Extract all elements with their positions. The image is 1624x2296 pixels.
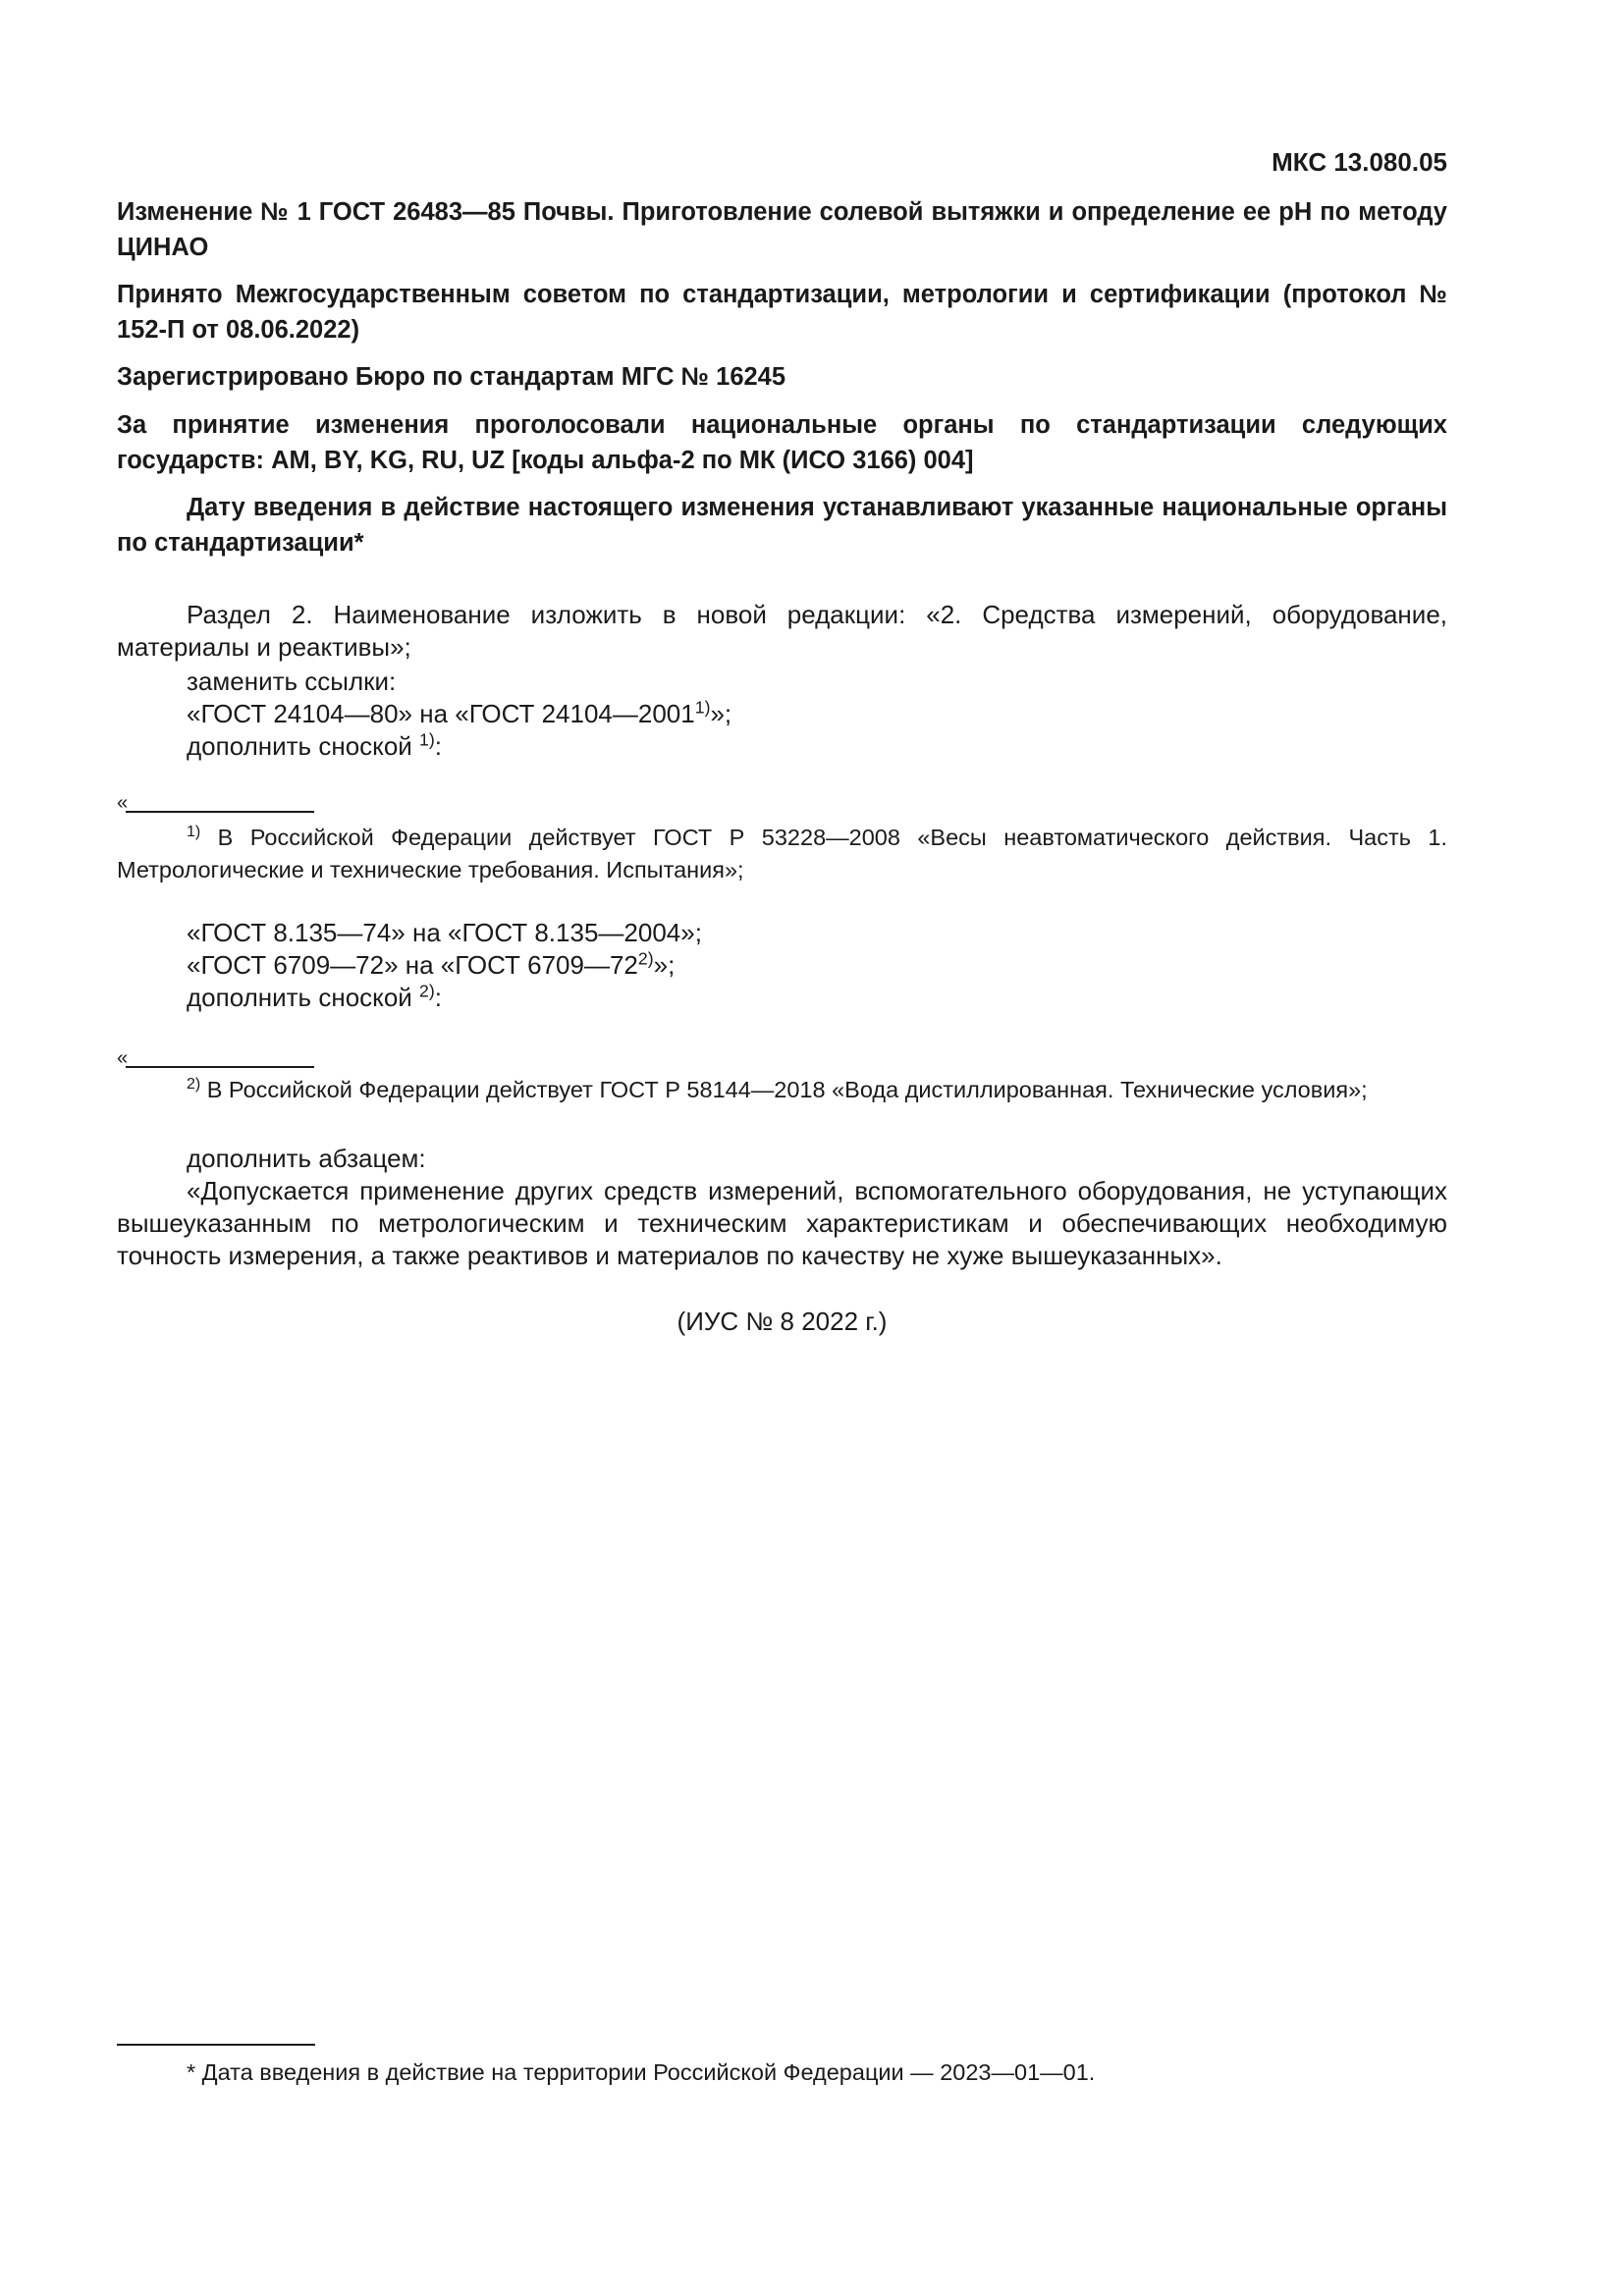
effective-date: Дату введения в действие настоящего изменения устанавливают указанные национальные органы по стандартизации* <box>117 494 1447 557</box>
ref-24104 <box>187 698 731 730</box>
section2-paragraph: Раздел 2. Наименование изложить в новой редакции: «2. Средства измерений, оборудование, материалы и реактивы»; <box>117 600 1447 662</box>
replace-refs: заменить ссылки: <box>187 667 397 696</box>
footnote-1 <box>117 822 1447 886</box>
footnote-1-quote: « <box>117 792 129 814</box>
registered: Зарегистрировано Бюро по стандартам МГС № 16245 <box>117 363 786 391</box>
footnote-1-rule <box>126 811 314 813</box>
ref-24104-sup: 1) <box>694 697 711 718</box>
ref-8135: «ГОСТ 8.135—74» на «ГОСТ 8.135—2004»; <box>187 918 702 947</box>
add-footnote-1-end: : <box>434 731 442 761</box>
page-footnote-rule <box>117 2044 315 2046</box>
ref-6709 <box>187 949 675 982</box>
ius-reference: (ИУС № 8 2022 г.) <box>677 1307 888 1336</box>
add-paragraph: дополнить абзацем: <box>187 1144 426 1173</box>
add-footnote-2-end: : <box>434 983 442 1012</box>
ref-6709-end: »; <box>653 950 676 980</box>
add-footnote-1-text: дополнить сноской <box>187 731 420 761</box>
footnote-2 <box>117 1074 1447 1106</box>
footnote-2-rule <box>126 1066 314 1068</box>
add-footnote-2-sup: 2) <box>419 981 435 1001</box>
footnote-2-sup: 2) <box>187 1076 201 1094</box>
footnote-2-text: В Российской Федерации действует ГОСТ Р 58144—2018 «Вода дистиллированная. Технические условия»; <box>200 1077 1368 1102</box>
ref-24104-text: «ГОСТ 24104—80» на «ГОСТ 24104—2001 <box>187 699 695 728</box>
page-footnote-star: * Дата введения в действие на территории Российской Федерации — 2023—01—01. <box>187 2059 1096 2085</box>
ref-6709-sup: 2) <box>637 948 654 969</box>
allowed-paragraph: «Допускается применение других средств измерений, вспомогательного оборудования, не уступающих вышеуказанным по метрологическим и техническим характеристикам и обеспечивающих необходимую точность измерения, а также реактивов и материалов по качеству не хуже вышеуказанных». <box>117 1176 1447 1270</box>
footnote-2-quote: « <box>117 1047 129 1069</box>
add-footnote-2-text: дополнить сноской <box>187 983 420 1012</box>
mks-code: МКС 13.080.05 <box>1272 147 1447 177</box>
voted-states: За принятие изменения проголосовали национальные органы по стандартизации следующих государств: AM, BY, KG, RU, UZ [коды альфа-2 по МК (ИСО 3166) 004] <box>117 411 1447 474</box>
footnote-1-sup: 1) <box>187 824 201 841</box>
amendment-title: Изменение № 1 ГОСТ 26483—85 Почвы. Приготовление солевой вытяжки и определение ее pH по методу ЦИНАО <box>117 198 1447 261</box>
ref-6709-text: «ГОСТ 6709—72» на «ГОСТ 6709—72 <box>187 950 638 980</box>
add-footnote-2 <box>187 982 442 1014</box>
add-footnote-1 <box>187 730 442 763</box>
footnote-1-text: В Российской Федерации действует ГОСТ Р 53228—2008 «Весы неавтоматического действия. Часть 1. Метрологические и технические требования. Испытания»; <box>117 825 1447 882</box>
ref-24104-end: »; <box>710 699 732 728</box>
add-footnote-1-sup: 1) <box>419 729 435 750</box>
adopted-by: Принято Межгосударственным советом по стандартизации, метрологии и сертификации (протокол № 152-П от 08.06.2022) <box>117 281 1447 344</box>
